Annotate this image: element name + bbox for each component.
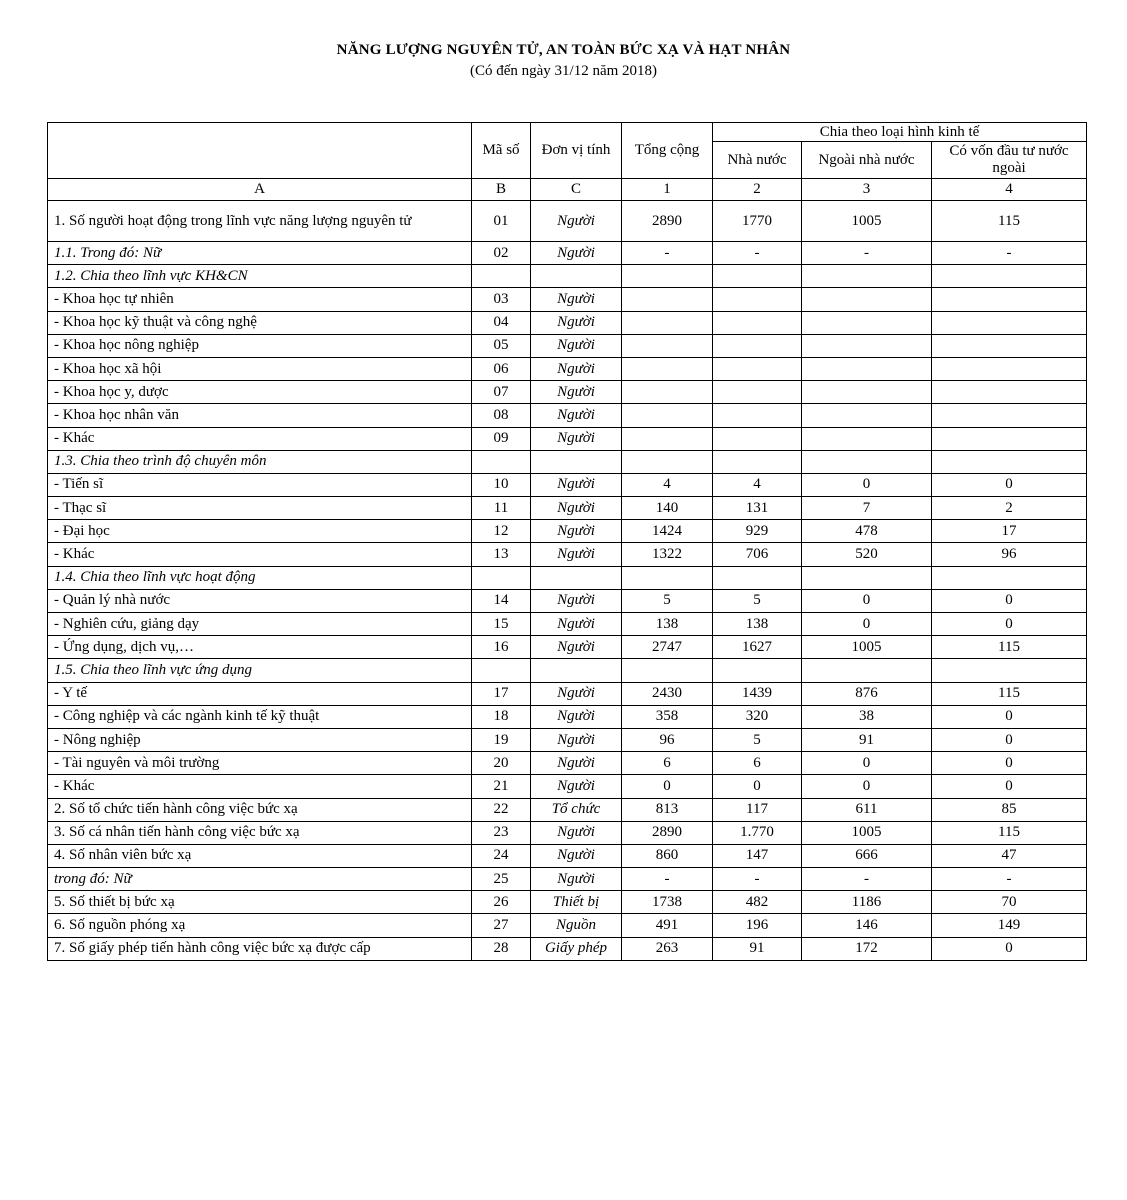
row-non-state: 172 — [802, 937, 932, 960]
row-label: 7. Số giấy phép tiến hành công việc bức xạ được cấp — [48, 937, 472, 960]
row-unit: Người — [531, 427, 622, 450]
row-total: 2747 — [622, 636, 713, 659]
row-total — [622, 265, 713, 288]
table-row — [48, 497, 1087, 520]
row-total: 96 — [622, 728, 713, 751]
row-total: 860 — [622, 844, 713, 867]
row-foreign: 0 — [932, 728, 1087, 751]
row-non-state: 1186 — [802, 891, 932, 914]
row-code: 15 — [472, 613, 531, 636]
row-state — [713, 427, 802, 450]
row-label: - Tài nguyên và môi trường — [48, 752, 472, 775]
row-unit: Người — [531, 381, 622, 404]
row-unit: Người — [531, 868, 622, 891]
row-label: 2. Số tổ chức tiến hành công việc bức xạ — [48, 798, 472, 821]
row-code: 27 — [472, 914, 531, 937]
row-label: - Thạc sĩ — [48, 497, 472, 520]
row-code: 16 — [472, 636, 531, 659]
row-total: 2430 — [622, 682, 713, 705]
row-label: 1.4. Chia theo lĩnh vực hoạt động — [48, 566, 472, 589]
row-unit: Giấy phép — [531, 937, 622, 960]
row-foreign: 0 — [932, 705, 1087, 728]
row-state: 1770 — [713, 201, 802, 242]
row-label: 6. Số nguồn phóng xạ — [48, 914, 472, 937]
header-indicator-cell — [48, 123, 472, 179]
row-state — [713, 334, 802, 357]
row-non-state: 666 — [802, 844, 932, 867]
row-total — [622, 427, 713, 450]
row-label: - Khoa học y, dược — [48, 381, 472, 404]
row-state: 117 — [713, 798, 802, 821]
row-code — [472, 265, 531, 288]
table-row — [48, 473, 1087, 496]
row-state: 196 — [713, 914, 802, 937]
row-state: 131 — [713, 497, 802, 520]
row-unit: Người — [531, 543, 622, 566]
row-label: - Công nghiệp và các ngành kinh tế kỹ thuật — [48, 705, 472, 728]
row-state: 1439 — [713, 682, 802, 705]
table-row — [48, 613, 1087, 636]
row-code: 22 — [472, 798, 531, 821]
header-unit: Đơn vị tính — [531, 123, 622, 179]
row-code: 28 — [472, 937, 531, 960]
row-foreign: - — [932, 868, 1087, 891]
row-state — [713, 404, 802, 427]
row-label: 1.2. Chia theo lĩnh vực KH&CN — [48, 265, 472, 288]
table-row — [48, 821, 1087, 844]
row-foreign: 0 — [932, 752, 1087, 775]
row-non-state: 0 — [802, 589, 932, 612]
header-non-state: Ngoài nhà nước — [802, 142, 932, 179]
row-total: 813 — [622, 798, 713, 821]
row-total: 2890 — [622, 821, 713, 844]
row-state: 706 — [713, 543, 802, 566]
row-non-state: - — [802, 242, 932, 265]
row-code: 21 — [472, 775, 531, 798]
row-unit: Người — [531, 589, 622, 612]
header-total: Tổng cộng — [622, 123, 713, 179]
row-foreign: 17 — [932, 520, 1087, 543]
row-code: 05 — [472, 334, 531, 357]
row-label: - Nghiên cứu, giảng dạy — [48, 613, 472, 636]
row-non-state — [802, 566, 932, 589]
table-row — [48, 242, 1087, 265]
row-code: 26 — [472, 891, 531, 914]
row-foreign: 115 — [932, 636, 1087, 659]
row-foreign: 47 — [932, 844, 1087, 867]
row-state: 1.770 — [713, 821, 802, 844]
row-label: trong đó: Nữ — [48, 868, 472, 891]
row-total — [622, 404, 713, 427]
row-unit: Người — [531, 242, 622, 265]
row-non-state: 7 — [802, 497, 932, 520]
row-total: 0 — [622, 775, 713, 798]
row-unit: Người — [531, 497, 622, 520]
row-label: 5. Số thiết bị bức xạ — [48, 891, 472, 914]
row-unit: Người — [531, 613, 622, 636]
row-non-state — [802, 427, 932, 450]
table-body — [48, 201, 1087, 961]
row-code: 23 — [472, 821, 531, 844]
row-unit: Người — [531, 775, 622, 798]
row-state: 482 — [713, 891, 802, 914]
row-state: - — [713, 242, 802, 265]
table-row — [48, 798, 1087, 821]
row-total: 1424 — [622, 520, 713, 543]
row-total: 1322 — [622, 543, 713, 566]
row-total — [622, 381, 713, 404]
table-row — [48, 566, 1087, 589]
row-foreign: 115 — [932, 201, 1087, 242]
row-total — [622, 566, 713, 589]
row-non-state: 478 — [802, 520, 932, 543]
row-unit — [531, 566, 622, 589]
row-total — [622, 450, 713, 473]
column-letter: 2 — [713, 179, 802, 201]
row-non-state: 0 — [802, 613, 932, 636]
row-label: - Khoa học nông nghiệp — [48, 334, 472, 357]
row-foreign — [932, 357, 1087, 380]
table-row — [48, 844, 1087, 867]
row-label: - Khác — [48, 427, 472, 450]
row-foreign: 115 — [932, 682, 1087, 705]
row-unit: Người — [531, 201, 622, 242]
row-code — [472, 566, 531, 589]
row-label: - Khoa học xã hội — [48, 357, 472, 380]
table-row — [48, 728, 1087, 751]
header-state: Nhà nước — [713, 142, 802, 179]
row-unit: Người — [531, 705, 622, 728]
row-total — [622, 334, 713, 357]
table-row — [48, 265, 1087, 288]
table-row — [48, 659, 1087, 682]
row-unit — [531, 450, 622, 473]
row-total: 491 — [622, 914, 713, 937]
row-total: 6 — [622, 752, 713, 775]
row-foreign: 149 — [932, 914, 1087, 937]
row-code: 03 — [472, 288, 531, 311]
row-foreign — [932, 311, 1087, 334]
row-unit — [531, 659, 622, 682]
row-code: 25 — [472, 868, 531, 891]
row-unit: Người — [531, 520, 622, 543]
row-non-state: 1005 — [802, 201, 932, 242]
row-label: 1.3. Chia theo trình độ chuyên môn — [48, 450, 472, 473]
table-row — [48, 288, 1087, 311]
row-code — [472, 450, 531, 473]
row-unit: Người — [531, 404, 622, 427]
row-foreign: 2 — [932, 497, 1087, 520]
row-unit: Người — [531, 334, 622, 357]
row-state: 929 — [713, 520, 802, 543]
row-total: 2890 — [622, 201, 713, 242]
row-non-state — [802, 659, 932, 682]
row-foreign: 0 — [932, 589, 1087, 612]
row-code: 04 — [472, 311, 531, 334]
row-label: - Quản lý nhà nước — [48, 589, 472, 612]
row-non-state: 0 — [802, 473, 932, 496]
row-total: - — [622, 242, 713, 265]
row-non-state: 38 — [802, 705, 932, 728]
row-total: 358 — [622, 705, 713, 728]
table-row — [48, 775, 1087, 798]
column-letter: 3 — [802, 179, 932, 201]
row-foreign: 0 — [932, 613, 1087, 636]
table-row — [48, 543, 1087, 566]
row-code: 20 — [472, 752, 531, 775]
row-non-state: - — [802, 868, 932, 891]
row-non-state — [802, 357, 932, 380]
table-row — [48, 636, 1087, 659]
row-state: 0 — [713, 775, 802, 798]
row-unit: Người — [531, 311, 622, 334]
header-economic-type: Chia theo loại hình kinh tế — [713, 123, 1087, 142]
row-code: 18 — [472, 705, 531, 728]
row-code: 09 — [472, 427, 531, 450]
row-unit: Người — [531, 821, 622, 844]
row-state — [713, 659, 802, 682]
row-label: 4. Số nhân viên bức xạ — [48, 844, 472, 867]
table-row — [48, 705, 1087, 728]
row-code — [472, 659, 531, 682]
row-label: - Ứng dụng, dịch vụ,… — [48, 636, 472, 659]
row-foreign — [932, 404, 1087, 427]
row-label: 1.5. Chia theo lĩnh vực ứng dụng — [48, 659, 472, 682]
row-unit: Người — [531, 682, 622, 705]
table-header — [48, 123, 1087, 201]
row-state: 6 — [713, 752, 802, 775]
row-non-state: 0 — [802, 752, 932, 775]
table-row — [48, 357, 1087, 380]
row-total — [622, 357, 713, 380]
row-foreign — [932, 450, 1087, 473]
header-foreign: Có vốn đầu tư nước ngoài — [932, 142, 1087, 179]
row-label: - Khác — [48, 543, 472, 566]
row-foreign — [932, 566, 1087, 589]
row-total — [622, 311, 713, 334]
row-foreign: 70 — [932, 891, 1087, 914]
row-non-state — [802, 265, 932, 288]
row-total: 138 — [622, 613, 713, 636]
row-foreign: - — [932, 242, 1087, 265]
row-label: 1. Số người hoạt động trong lĩnh vực năng lượng nguyên tử — [48, 201, 472, 242]
row-state: 320 — [713, 705, 802, 728]
row-unit: Người — [531, 636, 622, 659]
row-state: 138 — [713, 613, 802, 636]
row-label: - Y tế — [48, 682, 472, 705]
row-unit: Người — [531, 728, 622, 751]
row-foreign — [932, 265, 1087, 288]
row-non-state: 611 — [802, 798, 932, 821]
row-unit: Người — [531, 844, 622, 867]
row-non-state — [802, 311, 932, 334]
table-row — [48, 450, 1087, 473]
row-code: 08 — [472, 404, 531, 427]
row-state: 1627 — [713, 636, 802, 659]
table-row — [48, 427, 1087, 450]
row-label: 3. Số cá nhân tiến hành công việc bức xạ — [48, 821, 472, 844]
row-foreign — [932, 334, 1087, 357]
row-code: 12 — [472, 520, 531, 543]
row-total: 140 — [622, 497, 713, 520]
row-state: 147 — [713, 844, 802, 867]
row-label: - Khoa học nhân văn — [48, 404, 472, 427]
column-letter: A — [48, 179, 472, 201]
row-state — [713, 566, 802, 589]
row-code: 14 — [472, 589, 531, 612]
column-letter: B — [472, 179, 531, 201]
row-state: 5 — [713, 728, 802, 751]
table-row — [48, 752, 1087, 775]
row-foreign: 0 — [932, 473, 1087, 496]
table-row — [48, 589, 1087, 612]
row-label: - Khoa học kỹ thuật và công nghệ — [48, 311, 472, 334]
row-state: 5 — [713, 589, 802, 612]
table-row — [48, 891, 1087, 914]
row-non-state — [802, 404, 932, 427]
row-code: 01 — [472, 201, 531, 242]
row-unit: Người — [531, 357, 622, 380]
row-foreign: 115 — [932, 821, 1087, 844]
row-foreign — [932, 427, 1087, 450]
row-non-state: 1005 — [802, 821, 932, 844]
column-letter: 1 — [622, 179, 713, 201]
row-state — [713, 381, 802, 404]
table-row — [48, 937, 1087, 960]
page-subtitle: (Có đến ngày 31/12 năm 2018) — [469, 63, 658, 79]
table-row — [48, 201, 1087, 242]
table-row — [48, 404, 1087, 427]
row-total: 4 — [622, 473, 713, 496]
row-total: 5 — [622, 589, 713, 612]
row-state — [713, 450, 802, 473]
row-non-state: 91 — [802, 728, 932, 751]
row-unit — [531, 265, 622, 288]
row-label: - Đại học — [48, 520, 472, 543]
page-title: NĂNG LƯỢNG NGUYÊN TỬ, AN TOÀN BỨC XẠ VÀ HẠT NHÂN — [336, 42, 791, 58]
row-code: 07 — [472, 381, 531, 404]
row-state — [713, 288, 802, 311]
row-total: - — [622, 868, 713, 891]
row-state: - — [713, 868, 802, 891]
row-unit: Người — [531, 288, 622, 311]
row-label: - Khoa học tự nhiên — [48, 288, 472, 311]
row-code: 19 — [472, 728, 531, 751]
row-non-state — [802, 334, 932, 357]
header-code: Mã số — [472, 123, 531, 179]
row-unit: Tổ chức — [531, 798, 622, 821]
row-code: 11 — [472, 497, 531, 520]
table-row — [48, 682, 1087, 705]
row-code: 13 — [472, 543, 531, 566]
row-state — [713, 265, 802, 288]
row-non-state — [802, 450, 932, 473]
row-non-state: 0 — [802, 775, 932, 798]
table-row — [48, 334, 1087, 357]
row-label: - Nông nghiệp — [48, 728, 472, 751]
row-non-state — [802, 288, 932, 311]
row-total — [622, 288, 713, 311]
row-foreign — [932, 659, 1087, 682]
row-unit: Nguồn — [531, 914, 622, 937]
row-state: 4 — [713, 473, 802, 496]
row-unit: Người — [531, 473, 622, 496]
column-letter: 4 — [932, 179, 1087, 201]
row-code: 17 — [472, 682, 531, 705]
statistics-table — [47, 122, 1087, 961]
row-label: - Khác — [48, 775, 472, 798]
row-foreign: 0 — [932, 775, 1087, 798]
row-state — [713, 311, 802, 334]
row-state — [713, 357, 802, 380]
table-row — [48, 914, 1087, 937]
row-non-state: 876 — [802, 682, 932, 705]
row-non-state — [802, 381, 932, 404]
row-code: 06 — [472, 357, 531, 380]
row-foreign — [932, 381, 1087, 404]
row-non-state: 146 — [802, 914, 932, 937]
row-foreign — [932, 288, 1087, 311]
row-state: 91 — [713, 937, 802, 960]
column-letter: C — [531, 179, 622, 201]
row-code: 02 — [472, 242, 531, 265]
table-row — [48, 520, 1087, 543]
row-total: 263 — [622, 937, 713, 960]
row-foreign: 85 — [932, 798, 1087, 821]
row-foreign: 96 — [932, 543, 1087, 566]
row-label: 1.1. Trong đó: Nữ — [48, 242, 472, 265]
table-row — [48, 311, 1087, 334]
row-total: 1738 — [622, 891, 713, 914]
row-total — [622, 659, 713, 682]
row-non-state: 1005 — [802, 636, 932, 659]
row-foreign: 0 — [932, 937, 1087, 960]
row-code: 24 — [472, 844, 531, 867]
row-unit: Người — [531, 752, 622, 775]
table-row — [48, 381, 1087, 404]
row-code: 10 — [472, 473, 531, 496]
row-non-state: 520 — [802, 543, 932, 566]
table-row — [48, 868, 1087, 891]
row-label: - Tiến sĩ — [48, 473, 472, 496]
row-unit: Thiết bị — [531, 891, 622, 914]
